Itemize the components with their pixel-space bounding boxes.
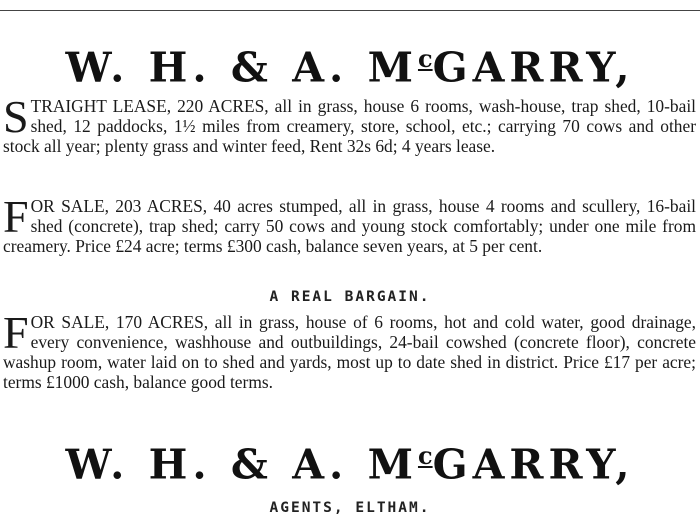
listing-sale-203-acres	[3, 191, 696, 256]
firm-name-footer	[0, 440, 700, 489]
firm-name-part2: GARRY,	[432, 43, 635, 92]
listing-text: OR SALE, 170 ACRES, all in grass, house of 6 rooms, hot and cold water, good drainage, every convenience, washhouse and outbuildings, 24-bail cowshed (concrete floor), concrete washup room, water laid on to shed and yards, most up to date shed in district. Price £17 per acre; terms £1000 cash, balance good terms.	[3, 312, 696, 392]
firm-name-part1: W. H. & A. M	[65, 43, 418, 92]
firm-name-superscript: c	[417, 441, 433, 470]
bargain-heading: A REAL BARGAIN.	[269, 289, 431, 305]
firm-name-part1: W. H. & A. M	[65, 440, 418, 489]
firm-name-superscript: c	[417, 44, 433, 73]
listing-dropcap: F	[3, 191, 29, 242]
listing-sale-170-acres	[3, 307, 696, 392]
listing-dropcap: F	[3, 307, 29, 358]
agents-line: AGENTS, ELTHAM.	[269, 500, 431, 516]
firm-name-part2: GARRY,	[432, 440, 635, 489]
listing-dropcap: S	[3, 91, 29, 142]
listing-text: TRAIGHT LEASE, 220 ACRES, all in grass, house 6 rooms, wash-house, trap shed, 10-bail shed, 12 paddocks, 1½ miles from creamery, store, school, etc.; carrying 70 cows and other stock all year; plenty grass and winter feed, Rent 32s 6d; 4 years lease.	[3, 96, 696, 156]
listing-lease-220-acres	[3, 91, 696, 156]
listing-text: OR SALE, 203 ACRES, 40 acres stumped, all in grass, house 4 rooms and scullery, 16-bail shed (concrete), trap shed; carry 50 cows and young stock comfortably; under one mile from creamery. Price £24 acre; terms £300 cash, balance seven years, at 5 per cent.	[3, 196, 696, 256]
firm-name-header	[0, 43, 700, 92]
top-rule	[0, 10, 700, 11]
